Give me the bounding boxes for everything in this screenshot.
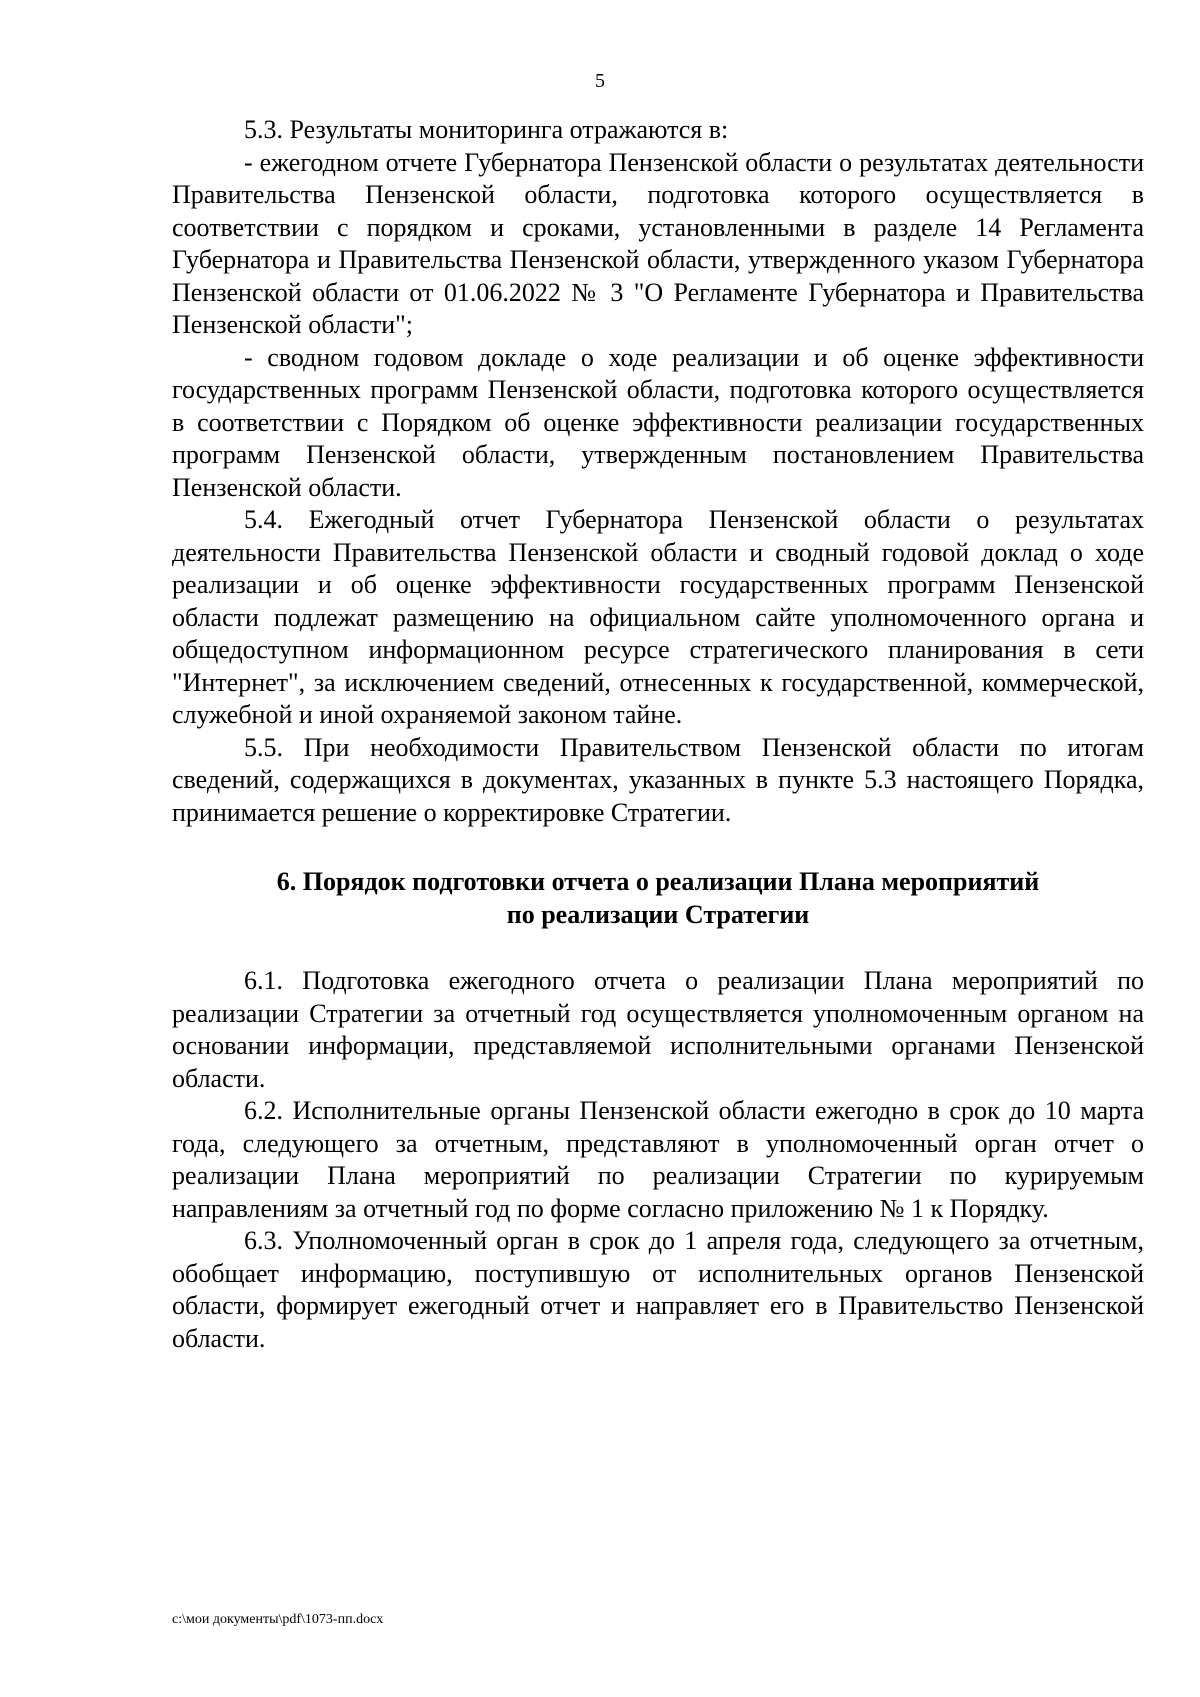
paragraph-6-1: 6.1. Подготовка ежегодного отчета о реализации Плана мероприятий по реализации Стратегии за отчетный год осуществляется уполномоченным органом на основании информации, представляемой исполнительными органами Пензенской области. bbox=[172, 966, 1144, 1093]
page-number: 5 bbox=[595, 70, 605, 92]
section-6-heading-line-1: 6. Порядок подготовки отчета о реализации Плана мероприятий bbox=[276, 867, 1040, 896]
footer-file-path: c:\мои документы\pdf\1073-пп.docx bbox=[172, 1612, 384, 1627]
section-6-heading-line-2: по реализации Стратегии bbox=[506, 900, 810, 929]
paragraph-6-3: 6.3. Уполномоченный орган в срок до 1 апреля года, следующего за отчетным, обобщает информацию, поступившую от исполнительных органов Пензенской области, формирует ежегодный отчет и направляет его в Правительство Пензенской области. bbox=[172, 1226, 1144, 1353]
paragraph-5-4: 5.4. Ежегодный отчет Губернатора Пензенской области о результатах деятельности Правительства Пензенской области и сводный годовой доклад о ходе реализации и об оценке эффективности государственных программ Пензенской области подлежат размещению на официальном сайте уполномоченного органа и общедоступном информационном ресурсе стратегического планирования в сети "Интернет", за исключением сведений, отнесенных к государственной, коммерческой, служебной и иной охраняемой законом тайне. bbox=[172, 505, 1144, 729]
paragraph-5-3-item-summary-report: - сводном годовом докладе о ходе реализации и об оценке эффективности государственных программ Пензенской области, подготовка которого осуществляется в соответствии с Порядком об оценке эффективности реализации государственных программ Пензенской области, утвержденным постановлением Правительства Пензенской области. bbox=[172, 342, 1144, 502]
paragraph-5-3: 5.3. Результаты мониторинга отражаются в: bbox=[244, 115, 729, 144]
paragraph-6-2: 6.2. Исполнительные органы Пензенской области ежегодно в срок до 10 марта года, следующего за отчетным, представляют в уполномоченный орган отчет о реализации Плана мероприятий по реализации Стратегии по курируемым направлениям за отчетный год по форме согласно приложению № 1 к Порядку. bbox=[172, 1096, 1144, 1223]
paragraph-5-3-item-governor-report: - ежегодном отчете Губернатора Пензенской области о результатах деятельности Правительства Пензенской области, подготовка которого осуществляется в соответствии с порядком и сроками, установленными в разделе 14 Регламента Губернатора и Правительства Пензенской области, утвержденного указом Губернатора Пензенской области от 01.06.2022 № 3 "О Регламенте Губернатора и Правительства Пензенской области"; bbox=[172, 147, 1144, 339]
section-6-heading bbox=[172, 865, 1144, 931]
document-body bbox=[172, 114, 1144, 1355]
paragraph-5-5: 5.5. При необходимости Правительством Пензенской области по итогам сведений, содержащихся в документах, указанных в пункте 5.3 настоящего Порядка, принимается решение о корректировке Стратегии. bbox=[172, 732, 1144, 827]
